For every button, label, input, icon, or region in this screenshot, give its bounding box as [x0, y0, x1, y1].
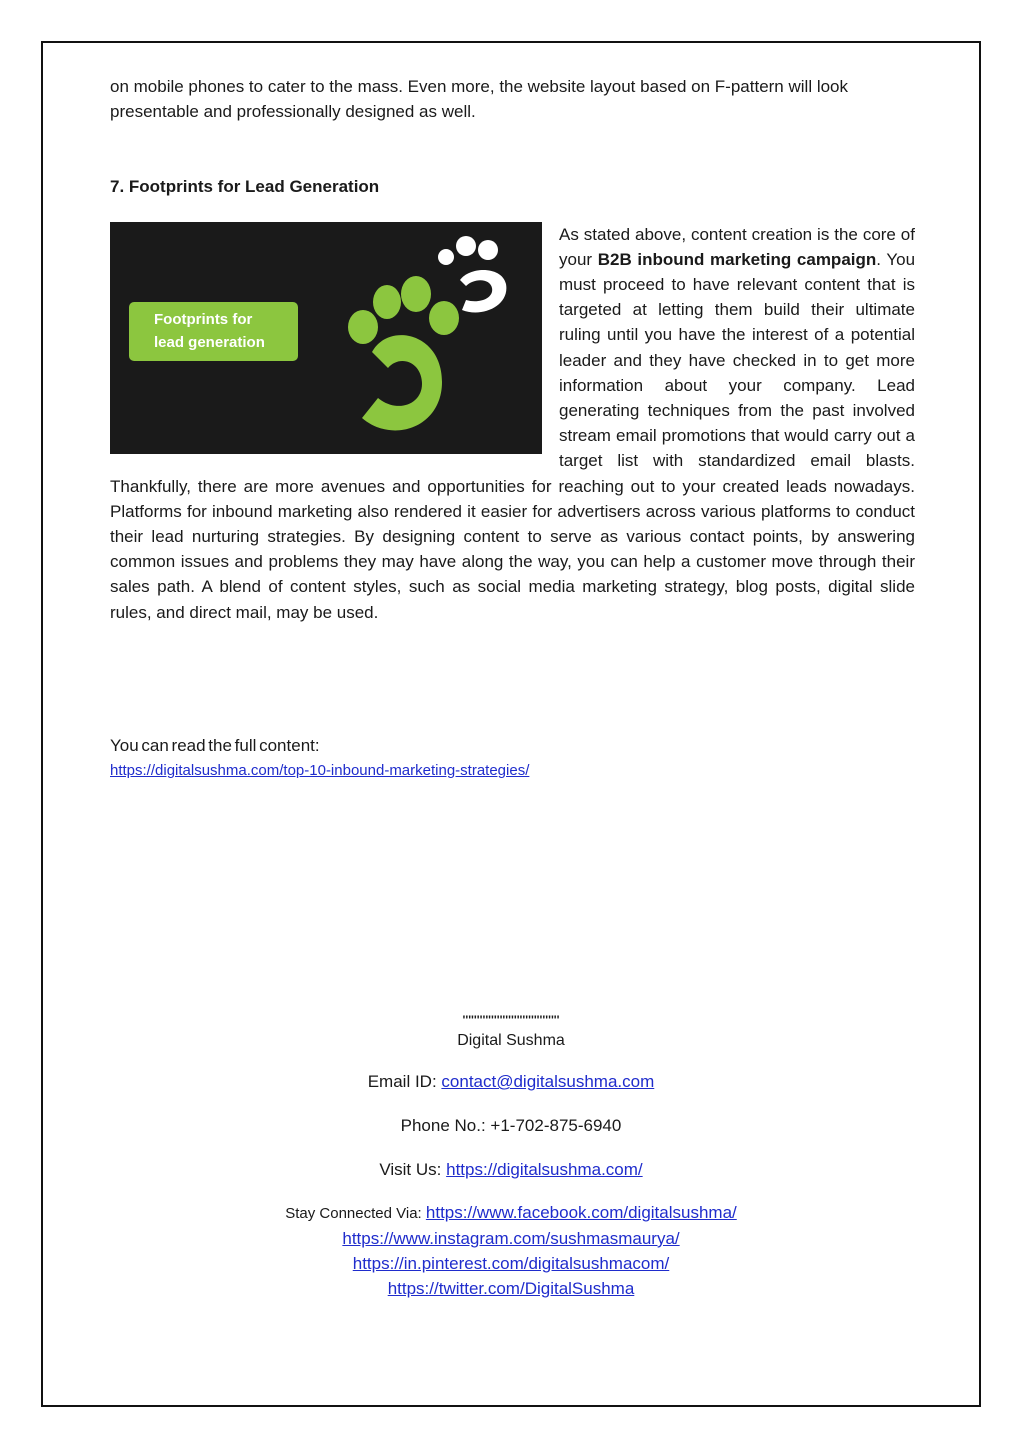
- separator-dots: '''''''''''''''''''''''''''''''''': [462, 1013, 560, 1027]
- read-more: [110, 733, 915, 783]
- paragraph-start: As stated above, content creation is the core of your: [559, 224, 915, 269]
- email-label: Email ID:: [367, 1072, 442, 1091]
- social-links: [41, 1200, 981, 1301]
- footer: [41, 1012, 981, 1301]
- full-content-link[interactable]: https://digitalsushma.com/top-10-inbound-marketing-strategies/: [110, 762, 530, 780]
- read-more-label: You can read the full content:: [110, 735, 320, 755]
- twitter-link[interactable]: https://twitter.com/DigitalSushma: [387, 1279, 635, 1298]
- paragraph-rest: . You must proceed to have relevant content that is targeted at letting them build their ultimate ruling until you have the interest of a potential leader and they have checked in to get more information about your company. Lead generating techniques from the past involved stream email promotions that would carry out a target list with standardized email blasts. Thankfully, there are more avenues and opportunities for reaching out to your created leads nowadays. Platforms for inbound marketing also rendered it easier for advertisers across various platforms to conduct their lead nurturing strategies. By designing content to serve as various contact points, by answering common issues and problems they may have along the way, you can help a customer move through their sales path. A blend of content styles, such as social media marketing strategy, blog posts, digital slide rules, and direct mail, may be used.: [110, 249, 916, 622]
- badge-line-1: Footprints for: [154, 310, 253, 328]
- facebook-link[interactable]: https://www.facebook.com/digitalsushma/: [425, 1203, 737, 1222]
- email-link[interactable]: contact@digitalsushma.com: [441, 1072, 655, 1091]
- document-body: [110, 74, 915, 783]
- badge-line-2: lead generation: [154, 333, 265, 351]
- brand-name: Digital Sushma: [457, 1032, 565, 1049]
- visit-label: Visit Us:: [379, 1160, 447, 1179]
- phone-line: Phone No.: +1-702-875-6940: [400, 1116, 622, 1135]
- visit-line: [41, 1157, 981, 1182]
- pinterest-link[interactable]: https://in.pinterest.com/digitalsushmacom/: [352, 1254, 670, 1273]
- footprints-image: [110, 222, 542, 454]
- email-line: [41, 1069, 981, 1094]
- section-body: [110, 222, 915, 625]
- paw-print-icon: [110, 222, 542, 454]
- website-link[interactable]: https://digitalsushma.com/: [446, 1160, 643, 1179]
- stay-connected-label: Stay Connected Via:: [285, 1205, 426, 1222]
- b2b-campaign-emphasis: B2B inbound marketing campaign: [597, 249, 877, 269]
- intro-paragraph: on mobile phones to cater to the mass. Even more, the website layout based on F-pattern will look presentable and professionally designed as well.: [110, 77, 849, 122]
- section-heading: 7. Footprints for Lead Generation: [110, 177, 380, 197]
- instagram-link[interactable]: https://www.instagram.com/sushmasmaurya/: [342, 1229, 680, 1248]
